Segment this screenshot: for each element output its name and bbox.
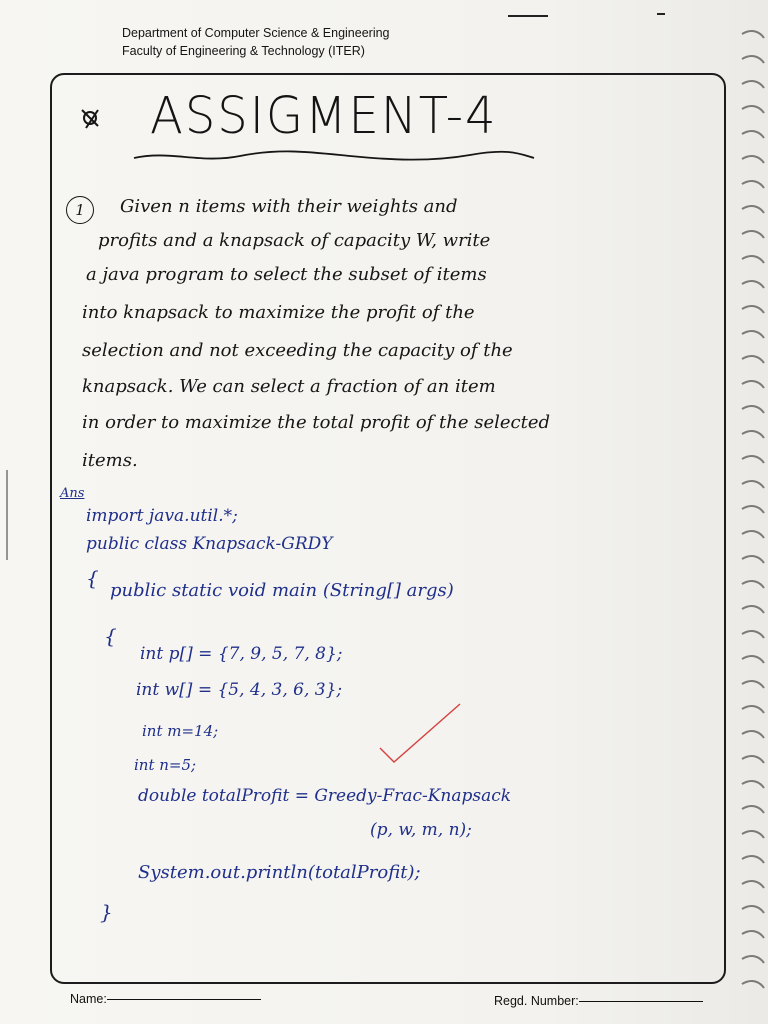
spiral-ring xyxy=(742,906,764,913)
spiral-ring xyxy=(742,306,764,313)
name-label: Name: xyxy=(70,992,107,1006)
spiral-ring xyxy=(742,781,764,788)
regd-number-line xyxy=(579,1001,703,1002)
spiral-ring xyxy=(742,331,764,338)
spiral-ring xyxy=(742,581,764,588)
spiral-ring xyxy=(742,381,764,388)
spiral-ring xyxy=(742,106,764,113)
spiral-ring xyxy=(742,431,764,438)
name-field xyxy=(70,992,261,1006)
spiral-ring xyxy=(742,281,764,288)
code-line-1: import java.util.*; xyxy=(86,506,238,526)
spiral-ring xyxy=(742,881,764,888)
bullet-mark-icon xyxy=(78,104,104,130)
top-scribble xyxy=(500,8,670,24)
code-line-6: int p[] = {7, 9, 5, 7, 8}; xyxy=(140,644,343,664)
code-line-8: int m=14; xyxy=(142,722,219,740)
spiral-ring xyxy=(742,731,764,738)
spiral-binding xyxy=(738,20,768,1010)
title-underline xyxy=(130,144,540,168)
spiral-ring xyxy=(742,706,764,713)
code-line-12: System.out.println(totalProfit); xyxy=(138,862,421,883)
spiral-ring xyxy=(742,681,764,688)
code-line-7: int w[] = {5, 4, 3, 6, 3}; xyxy=(136,680,343,700)
code-line-3: { xyxy=(86,566,99,590)
page-header xyxy=(122,24,390,60)
spiral-ring xyxy=(742,531,764,538)
regd-number-field xyxy=(494,994,703,1008)
code-line-9: int n=5; xyxy=(134,756,197,774)
spiral-ring xyxy=(742,256,764,263)
code-line-5: { xyxy=(104,624,117,648)
name-line xyxy=(107,999,261,1000)
code-line-2: public class Knapsack-GRDY xyxy=(86,534,333,554)
code-line-10: double totalProfit = Greedy-Frac-Knapsack xyxy=(138,786,512,806)
question-number-circle xyxy=(66,196,94,224)
spiral-ring xyxy=(742,231,764,238)
spiral-ring xyxy=(742,131,764,138)
spiral-ring xyxy=(742,56,764,63)
spiral-ring xyxy=(742,606,764,613)
department-text: Department of Computer Science & Engineering xyxy=(122,26,390,40)
question-line-7: in order to maximize the total profit of the selected xyxy=(82,412,551,433)
regd-number-label: Regd. Number: xyxy=(494,994,579,1008)
spiral-ring xyxy=(742,31,764,38)
spiral-ring xyxy=(742,481,764,488)
spiral-ring xyxy=(742,156,764,163)
spiral-ring xyxy=(742,206,764,213)
spiral-ring xyxy=(742,856,764,863)
spiral-ring xyxy=(742,806,764,813)
spiral-ring xyxy=(742,356,764,363)
question-line-8: items. xyxy=(82,450,138,471)
spiral-ring xyxy=(742,81,764,88)
spiral-ring xyxy=(742,456,764,463)
question-line-2: profits and a knapsack of capacity W, write xyxy=(98,230,491,251)
spiral-ring xyxy=(742,656,764,663)
spiral-ring xyxy=(742,756,764,763)
spiral-ring xyxy=(742,981,764,988)
faculty-text: Faculty of Engineering & Technology (ITER) xyxy=(122,44,365,58)
question-number: 1 xyxy=(75,201,85,219)
spiral-ring xyxy=(742,181,764,188)
spiral-ring xyxy=(742,631,764,638)
code-line-13: } xyxy=(100,900,113,924)
spiral-ring xyxy=(742,556,764,563)
question-line-3: a java program to select the subset of items xyxy=(86,264,487,285)
spiral-ring xyxy=(742,406,764,413)
answer-label: Ans xyxy=(60,486,85,501)
question-line-6: knapsack. We can select a fraction of an item xyxy=(82,376,496,397)
check-mark-icon xyxy=(376,700,466,770)
spiral-ring xyxy=(742,931,764,938)
code-line-4: public static void main (String[] args) xyxy=(110,580,454,601)
spiral-ring xyxy=(742,506,764,513)
code-line-11: (p, w, m, n); xyxy=(370,820,472,840)
question-line-5: selection and not exceeding the capacity of the xyxy=(82,340,513,361)
assignment-title: ASSIGMENT-4 xyxy=(150,86,498,146)
question-line-4: into knapsack to maximize the profit of the xyxy=(82,302,475,323)
question-line-1: Given n items with their weights and xyxy=(120,196,458,217)
left-edge-shadow xyxy=(6,470,18,560)
spiral-ring xyxy=(742,956,764,963)
spiral-ring xyxy=(742,831,764,838)
